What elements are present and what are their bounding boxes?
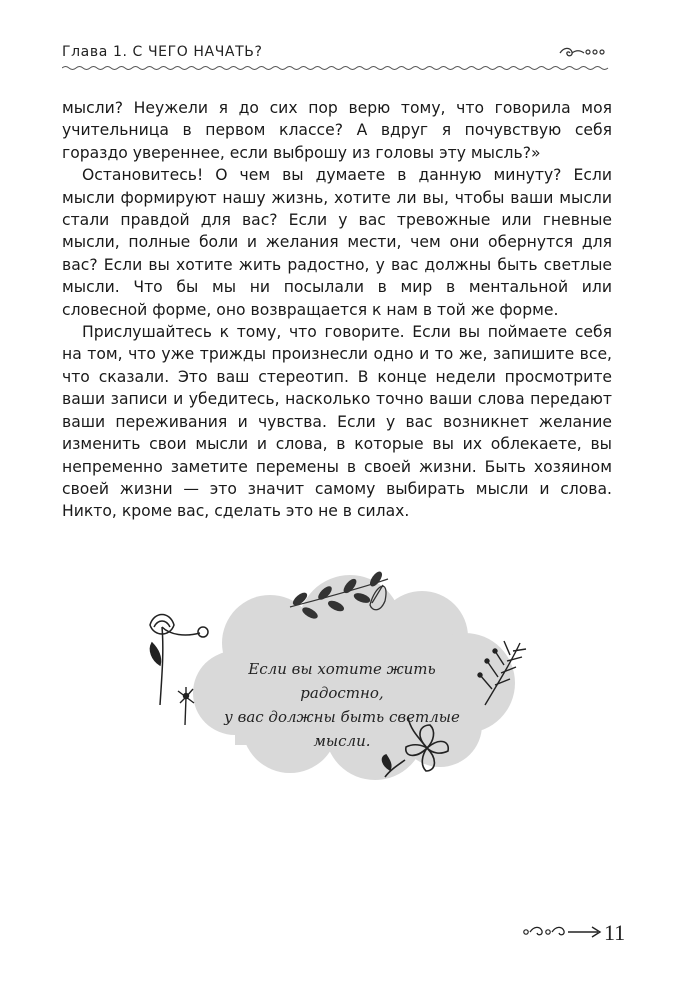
chapter-title: Глава 1. С ЧЕГО НАЧАТЬ? bbox=[62, 44, 263, 60]
swirl-ornament-icon bbox=[558, 44, 610, 60]
small-flower-icon bbox=[178, 687, 194, 725]
body-text bbox=[62, 97, 612, 523]
paragraph: мысли? Неужели я до сих пор верю тому, что говорила моя учительница в первом классе? А вдруг я почувствую себя гораздо увереннее, если выброшу из головы эту мысль?» bbox=[62, 99, 612, 162]
quote-line: Если вы хотите жить радостно, bbox=[248, 660, 436, 702]
callout-quote bbox=[222, 657, 462, 753]
paragraph: Остановитесь! О чем вы думаете в данную минуту? Если мысли формируют нашу жизнь, хотите ли вы, чтобы ваши мысли стали правдой для вас? Если у вас тревожные или гневные мысли, полные боли и желания мести, чем они обернутся для вас? Если вы хотите жить радостно, у вас должны быть светлые мысли. Что бы мы ни посылали в мир в ментальной или словесной форме, оно возвращается к нам в той же форме. bbox=[62, 166, 612, 319]
page-number: 11 bbox=[604, 920, 626, 945]
header-wavy-rule bbox=[62, 64, 612, 74]
quote-line: у вас должны быть светлые мысли. bbox=[224, 708, 460, 750]
paragraph: Прислушайтесь к тому, что говорите. Если вы поймаете себя на том, что уже трижды произнесли одно и то же, запишите все, что сказали. Это ваш стереотип. В конце недели просмотрите ваши записи и убедитесь, насколько точно ваши слова передают ваши переживания и чувства. Если у вас возникнет желание изменить свои мысли и слова, в которые вы их облекаете, вы непременно заметите перемены в своей жизни. Быть хозяином своей жизни — это значит самому выбирать мысли и слова. Никто, кроме вас, сделать это не в силах. bbox=[62, 323, 612, 521]
